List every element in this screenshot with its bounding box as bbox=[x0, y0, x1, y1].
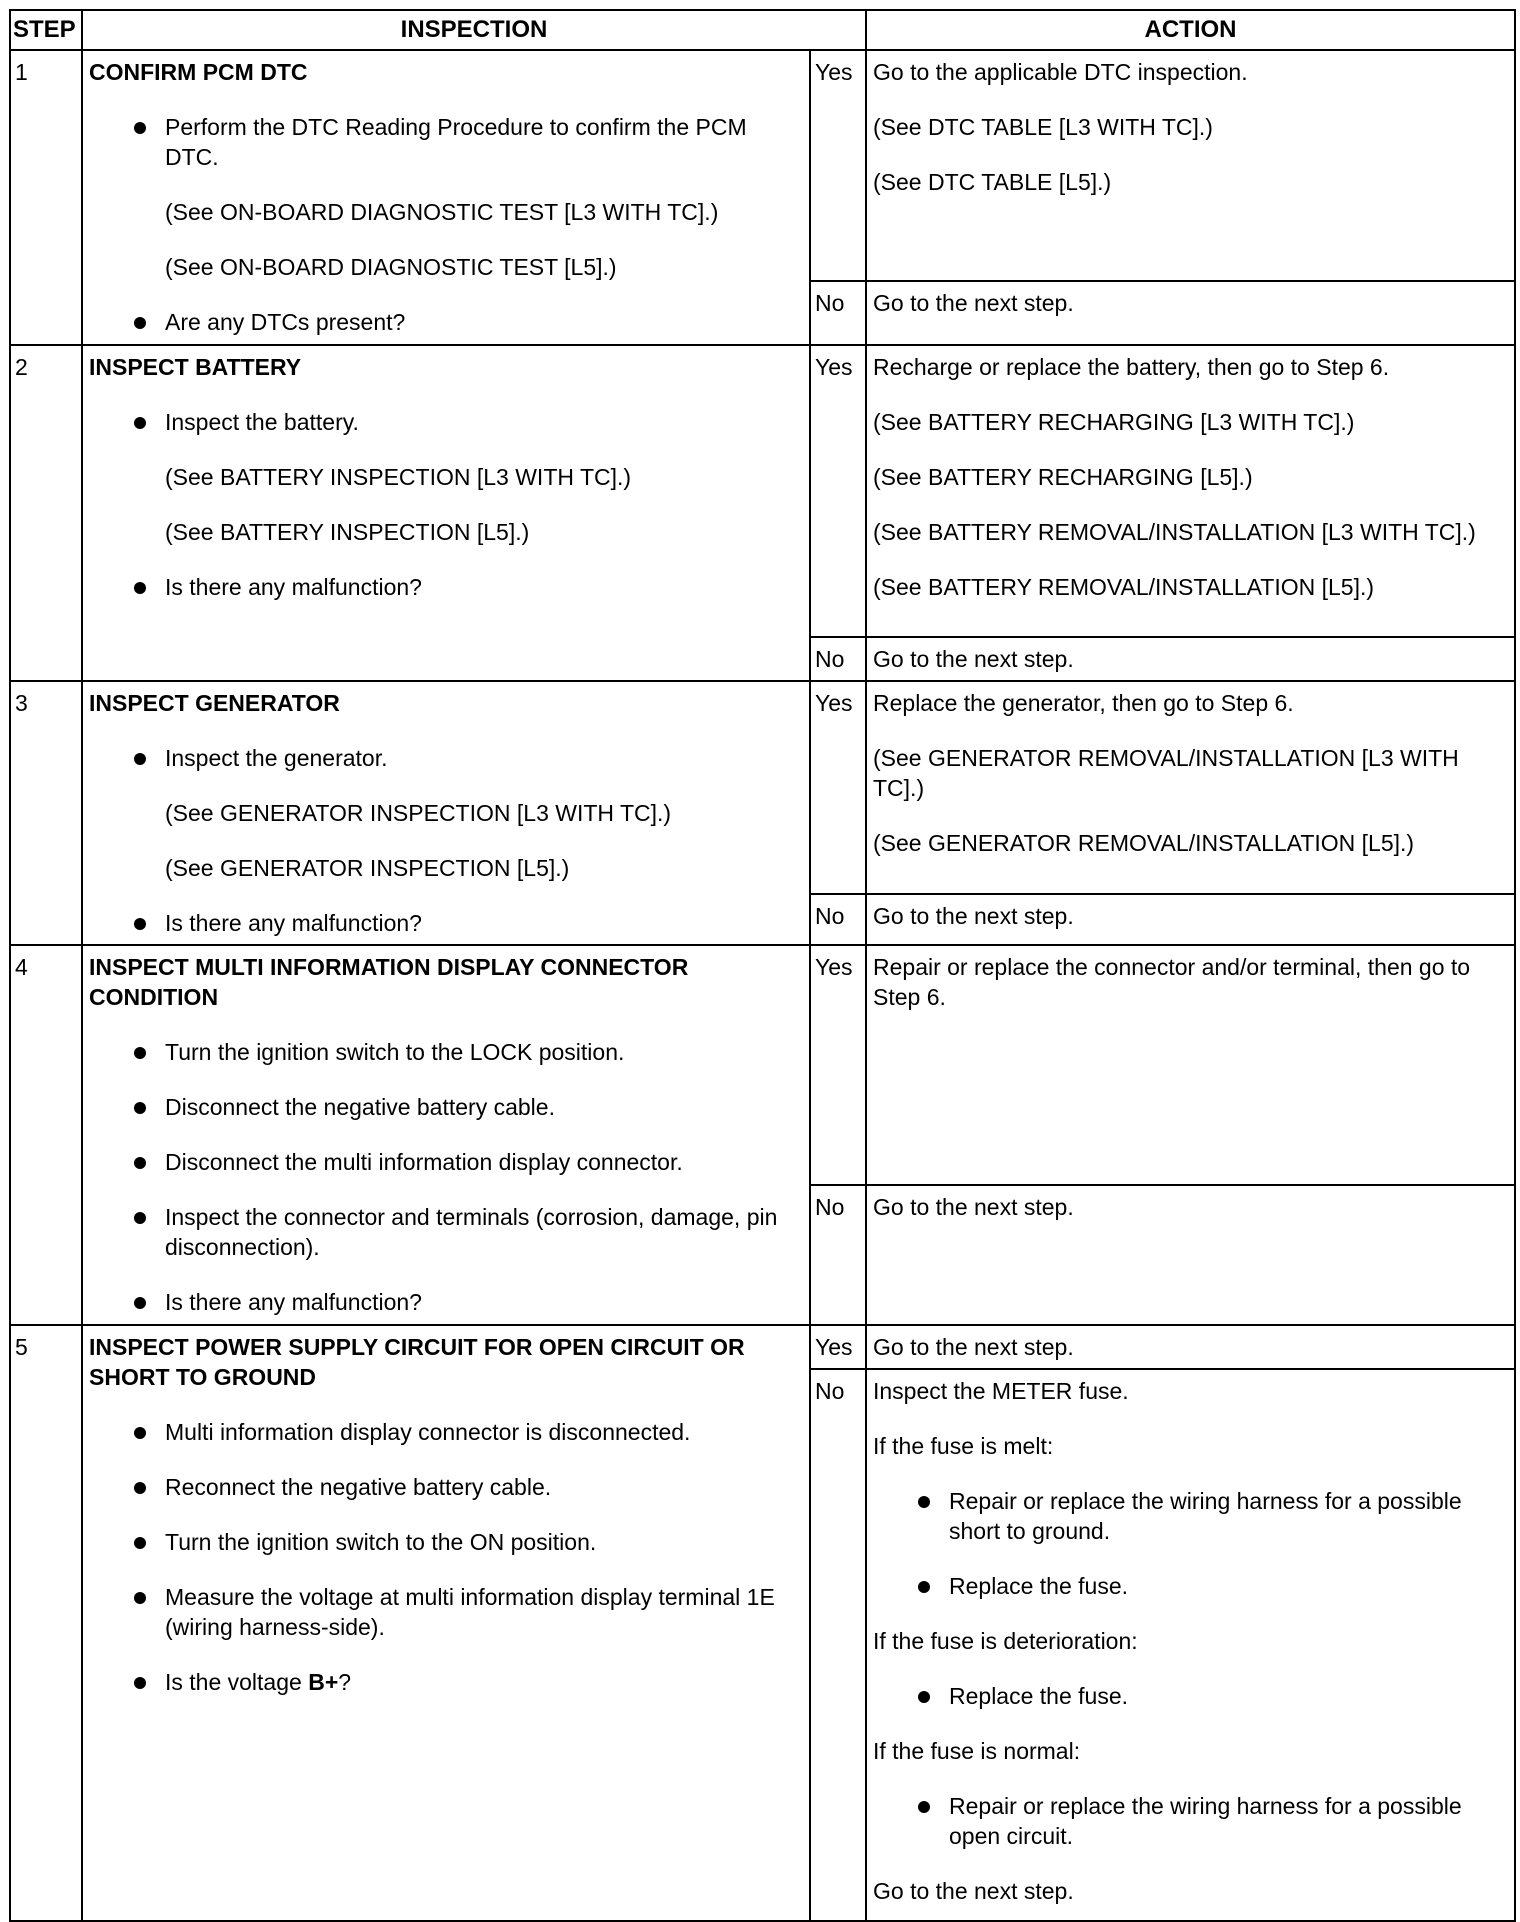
step-number: 3 bbox=[10, 681, 82, 945]
step-5-yes-row bbox=[10, 1325, 1515, 1369]
header-step: STEP bbox=[10, 10, 82, 50]
step-3-yes-row bbox=[10, 681, 1515, 894]
bullet-item: Measure the voltage at multi information display terminal 1E (wiring harness-side). bbox=[89, 1582, 803, 1642]
header-inspection: INSPECTION bbox=[82, 10, 866, 50]
reference-line: (See ON-BOARD DIAGNOSTIC TEST [L3 WITH TC].) bbox=[165, 199, 719, 225]
header-action: ACTION bbox=[866, 10, 1515, 50]
reference-line: (See GENERATOR INSPECTION [L3 WITH TC].) bbox=[165, 800, 672, 826]
action-bullet: Replace the fuse. bbox=[873, 1571, 1508, 1601]
step-title: INSPECT GENERATOR bbox=[89, 690, 340, 716]
reference-line: (See GENERATOR INSPECTION [L5].) bbox=[165, 855, 570, 881]
action-line: Go to the next step. bbox=[873, 903, 1074, 929]
action-line: If the fuse is normal: bbox=[873, 1738, 1081, 1764]
action-line: (See BATTERY RECHARGING [L3 WITH TC].) bbox=[873, 409, 1355, 435]
action-bullet: Repair or replace the wiring harness for a possible short to ground. bbox=[873, 1486, 1508, 1546]
bullet-item: Reconnect the negative battery cable. bbox=[89, 1472, 803, 1502]
yes-label: Yes bbox=[810, 945, 866, 1185]
action-line: (See BATTERY RECHARGING [L5].) bbox=[873, 464, 1253, 490]
action-line: (See DTC TABLE [L5].) bbox=[873, 169, 1112, 195]
yes-label: Yes bbox=[810, 1325, 866, 1369]
action-line: Go to the applicable DTC inspection. bbox=[873, 59, 1248, 85]
reference-line: (See BATTERY INSPECTION [L3 WITH TC].) bbox=[165, 464, 632, 490]
step-title: INSPECT POWER SUPPLY CIRCUIT FOR OPEN CIRCUIT OR SHORT TO GROUND bbox=[89, 1334, 745, 1390]
action-line: Go to the next step. bbox=[873, 1878, 1074, 1904]
bullet-item: Disconnect the multi information display connector. bbox=[89, 1147, 803, 1177]
action-line: If the fuse is melt: bbox=[873, 1433, 1054, 1459]
action-no-cell bbox=[866, 281, 1515, 345]
bullet-item: Perform the DTC Reading Procedure to confirm the PCM DTC. bbox=[89, 112, 803, 172]
action-line: Go to the next step. bbox=[873, 1194, 1074, 1220]
step-title: INSPECT BATTERY bbox=[89, 354, 302, 380]
action-bullet: Repair or replace the wiring harness for a possible open circuit. bbox=[873, 1791, 1508, 1851]
inspection-cell bbox=[82, 945, 810, 1325]
step-title: CONFIRM PCM DTC bbox=[89, 59, 308, 85]
diagnostic-table bbox=[9, 9, 1516, 1922]
yes-label: Yes bbox=[810, 681, 866, 894]
yes-label: Yes bbox=[810, 50, 866, 281]
yes-label: Yes bbox=[810, 345, 866, 637]
action-line: Repair or replace the connector and/or terminal, then go to Step 6. bbox=[873, 954, 1471, 1010]
no-label: No bbox=[810, 1369, 866, 1921]
bullet-item: Are any DTCs present? bbox=[89, 307, 803, 337]
action-line: Go to the next step. bbox=[873, 290, 1074, 316]
bullet-text: ? bbox=[338, 1669, 352, 1695]
bullet-item: Turn the ignition switch to the LOCK position. bbox=[89, 1037, 803, 1067]
action-no-cell bbox=[866, 894, 1515, 945]
action-yes-cell bbox=[866, 1325, 1515, 1369]
no-label: No bbox=[810, 281, 866, 345]
action-yes-cell bbox=[866, 345, 1515, 637]
action-line: (See BATTERY REMOVAL/INSTALLATION [L5].) bbox=[873, 574, 1375, 600]
action-yes-cell bbox=[866, 50, 1515, 281]
step-number: 2 bbox=[10, 345, 82, 681]
bullet-item: Inspect the connector and terminals (corrosion, damage, pin disconnection). bbox=[89, 1202, 803, 1262]
bullet-item: Is there any malfunction? bbox=[89, 1287, 803, 1317]
bullet-text: Is the voltage bbox=[165, 1669, 309, 1695]
bullet-item: Multi information display connector is disconnected. bbox=[89, 1417, 803, 1447]
action-line: (See GENERATOR REMOVAL/INSTALLATION [L3 WITH TC].) bbox=[873, 745, 1459, 801]
action-line: Go to the next step. bbox=[873, 1334, 1074, 1360]
step-1-yes-row bbox=[10, 50, 1515, 281]
action-no-cell bbox=[866, 637, 1515, 681]
bullet-bold-text: B+ bbox=[308, 1669, 339, 1695]
action-yes-cell bbox=[866, 681, 1515, 894]
step-number: 1 bbox=[10, 50, 82, 345]
no-label: No bbox=[810, 894, 866, 945]
inspection-cell bbox=[82, 345, 810, 681]
bullet-item: Inspect the generator. bbox=[89, 743, 803, 773]
action-line: Replace the generator, then go to Step 6. bbox=[873, 690, 1294, 716]
inspection-cell bbox=[82, 681, 810, 945]
bullet-item: Is there any malfunction? bbox=[89, 908, 803, 938]
inspection-cell bbox=[82, 50, 810, 345]
action-line: Recharge or replace the battery, then go to Step 6. bbox=[873, 354, 1390, 380]
bullet-item: Turn the ignition switch to the ON position. bbox=[89, 1527, 803, 1557]
reference-line: (See BATTERY INSPECTION [L5].) bbox=[165, 519, 530, 545]
action-no-cell bbox=[866, 1369, 1515, 1921]
action-line: (See DTC TABLE [L3 WITH TC].) bbox=[873, 114, 1213, 140]
bullet-item: Disconnect the negative battery cable. bbox=[89, 1092, 803, 1122]
no-label: No bbox=[810, 637, 866, 681]
action-line: If the fuse is deterioration: bbox=[873, 1628, 1138, 1654]
step-title: INSPECT MULTI INFORMATION DISPLAY CONNECTOR CONDITION bbox=[89, 954, 689, 1010]
action-bullet: Replace the fuse. bbox=[873, 1681, 1508, 1711]
action-no-cell bbox=[866, 1185, 1515, 1325]
step-number: 5 bbox=[10, 1325, 82, 1921]
action-yes-cell bbox=[866, 945, 1515, 1185]
bullet-item: Inspect the battery. bbox=[89, 407, 803, 437]
step-4-yes-row bbox=[10, 945, 1515, 1185]
action-line: Inspect the METER fuse. bbox=[873, 1378, 1129, 1404]
header-row bbox=[10, 10, 1515, 50]
bullet-item: Is there any malfunction? bbox=[89, 572, 803, 602]
bullet-item bbox=[89, 1667, 803, 1697]
action-line: (See GENERATOR REMOVAL/INSTALLATION [L5].) bbox=[873, 830, 1415, 856]
step-number: 4 bbox=[10, 945, 82, 1325]
action-line: Go to the next step. bbox=[873, 646, 1074, 672]
inspection-cell bbox=[82, 1325, 810, 1921]
action-line: (See BATTERY REMOVAL/INSTALLATION [L3 WITH TC].) bbox=[873, 519, 1476, 545]
no-label: No bbox=[810, 1185, 866, 1325]
step-2-yes-row bbox=[10, 345, 1515, 637]
reference-line: (See ON-BOARD DIAGNOSTIC TEST [L5].) bbox=[165, 254, 617, 280]
